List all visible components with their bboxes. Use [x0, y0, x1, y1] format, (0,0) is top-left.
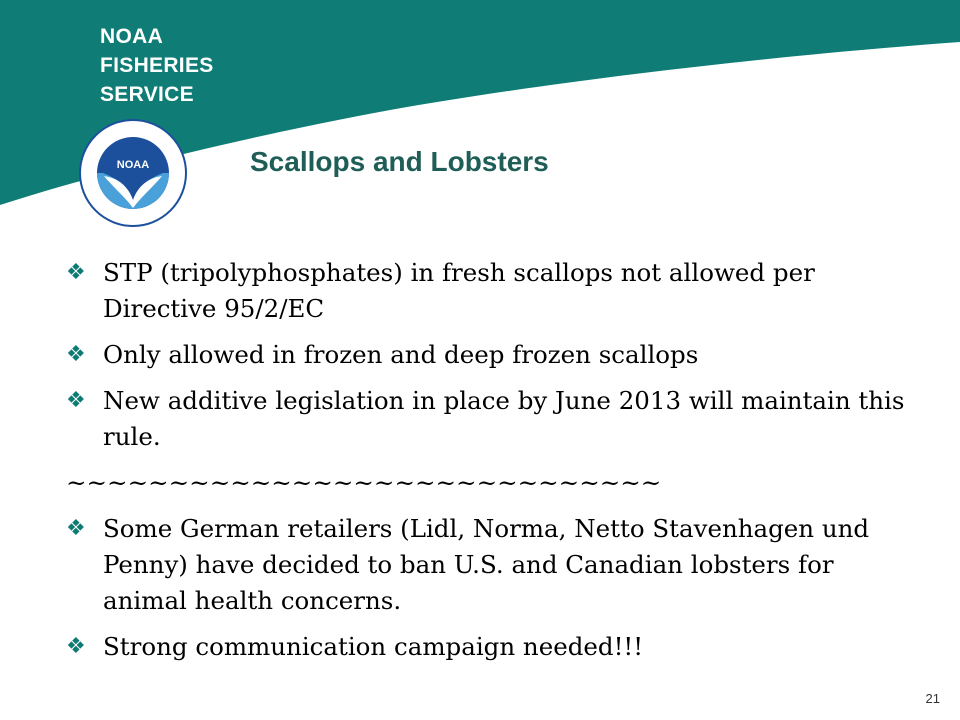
- bullet-text: STP (tripolyphosphates) in fresh scallops not allowed per Directive 95/2/EC: [103, 258, 815, 323]
- page-number: 21: [925, 691, 940, 706]
- brand-line-3: SERVICE: [100, 83, 194, 106]
- diamond-bullet-icon: ❖: [66, 516, 86, 541]
- bullet-text: New additive legislation in place by June 2013 will maintain this rule.: [103, 386, 905, 451]
- bullet-text: Some German retailers (Lidl, Norma, Netto Stavenhagen und Penny) have decided to ban U.S. and Canadian lobsters for animal health concerns.: [103, 514, 870, 615]
- bullet-item: [66, 337, 916, 373]
- diamond-bullet-icon: ❖: [66, 634, 86, 659]
- bullet-item: [66, 511, 916, 619]
- noaa-seal-icon: [78, 118, 188, 228]
- slide-body: [66, 255, 916, 675]
- bullet-item: [66, 255, 916, 327]
- seal-center-text: NOAA: [116, 159, 150, 171]
- diamond-bullet-icon: ❖: [66, 388, 86, 413]
- brand-line-2: FISHERIES: [100, 54, 214, 77]
- bullet-item: [66, 629, 916, 665]
- brand-line-1: NOAA: [100, 25, 164, 48]
- bullet-text: Only allowed in frozen and deep frozen scallops: [103, 340, 699, 369]
- noaa-fisheries-logo-text: [100, 22, 214, 109]
- bullet-item: [66, 383, 916, 455]
- tilde-separator: ~~~~~~~~~~~~~~~~~~~~~~~~~~~~~: [66, 468, 662, 497]
- diamond-bullet-icon: ❖: [66, 342, 86, 367]
- diamond-bullet-icon: ❖: [66, 260, 86, 285]
- bullet-text: Strong communication campaign needed!!!: [103, 632, 644, 661]
- slide-title: Scallops and Lobsters: [250, 146, 549, 177]
